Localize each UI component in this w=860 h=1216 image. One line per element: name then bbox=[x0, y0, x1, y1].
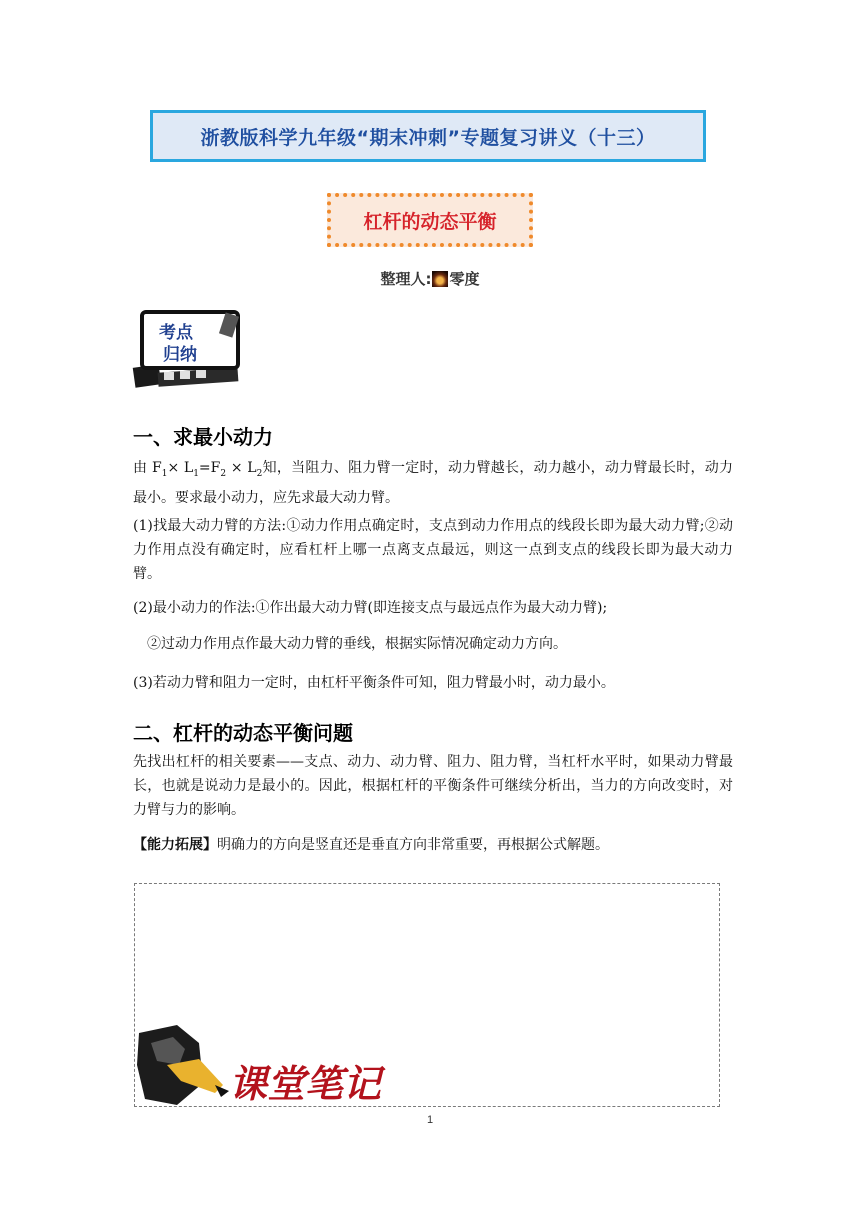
page-number: 1 bbox=[426, 1114, 434, 1126]
intro-l1-sub: 1 bbox=[193, 468, 199, 479]
intro-f1-sub: 1 bbox=[161, 468, 168, 479]
badge-line2: 归纳 bbox=[163, 345, 197, 365]
section1-point2b: ②过动力作用点作最大动力臂的垂线，根据实际情况确定动力方向。 bbox=[147, 636, 567, 652]
badge-line1: 考点 bbox=[159, 323, 193, 343]
extension-text: 明确力的方向是竖直还是垂直方向非常重要，再根据公式解题。 bbox=[217, 837, 609, 853]
pen-icon bbox=[137, 1025, 229, 1105]
section2-heading: 二、杠杆的动态平衡问题 bbox=[133, 721, 353, 745]
section2-body: 先找出杠杆的相关要素——支点、动力、动力臂、阻力、阻力臂，当杠杆水平时，如果动力臂最长，也就是说动力是最小的。因此，根据杠杆的平衡条件可继续分析出，当力的方向改变时，对力臂与力的影响。 bbox=[133, 754, 733, 818]
topic-title: 杠杆的动态平衡 bbox=[363, 210, 497, 233]
intro-f2-sub: 2 bbox=[220, 468, 227, 479]
title-banner bbox=[150, 110, 706, 162]
section1-intro bbox=[133, 456, 733, 510]
key-points-badge bbox=[128, 308, 248, 392]
avatar-icon bbox=[432, 271, 448, 287]
compiler-name: 零度 bbox=[449, 270, 480, 288]
section1-point1: (1)找最大动力臂的方法:①动力作用点确定时，支点到动力作用点的线段长即为最大动力臂;②动力作用点没有确定时，应看杠杆上哪一点离支点最远，则这一点到支点的线段长即为最大动力臂。 bbox=[133, 518, 733, 582]
section1-point3: (3)若动力臂和阻力一定时，由杠杆平衡条件可知，阻力臂最小时，动力最小。 bbox=[133, 675, 615, 691]
intro-rest: 知，当阻力、阻力臂一定时，动力臂越长，动力越小，动力臂最长时，动力最小。要求最小动力，应先求最大动力臂。 bbox=[133, 460, 734, 506]
intro-prefix: 由 F bbox=[133, 460, 162, 476]
section1-heading: 一、求最小动力 bbox=[133, 425, 273, 449]
compiler-label: 整理人: bbox=[380, 270, 432, 288]
intro-times2: × L bbox=[226, 460, 257, 476]
class-notes-label: 课堂笔记 bbox=[229, 1061, 382, 1106]
intro-times1: × L bbox=[167, 460, 194, 476]
intro-l2-sub: 2 bbox=[256, 468, 263, 479]
extension-label: 【能力拓展】 bbox=[133, 837, 217, 853]
section2-extension bbox=[133, 833, 733, 857]
compiler-line bbox=[0, 268, 860, 289]
topic-banner bbox=[327, 193, 533, 247]
class-notes-header bbox=[137, 1025, 417, 1107]
section1-point2a: (2)最小动力的作法:①作出最大动力臂(即连接支点与最远点作为最大动力臂); bbox=[133, 600, 608, 616]
intro-eq: =F bbox=[198, 460, 221, 476]
document-title: 浙教版科学九年级“期末冲刺”专题复习讲义（十三） bbox=[200, 126, 656, 149]
